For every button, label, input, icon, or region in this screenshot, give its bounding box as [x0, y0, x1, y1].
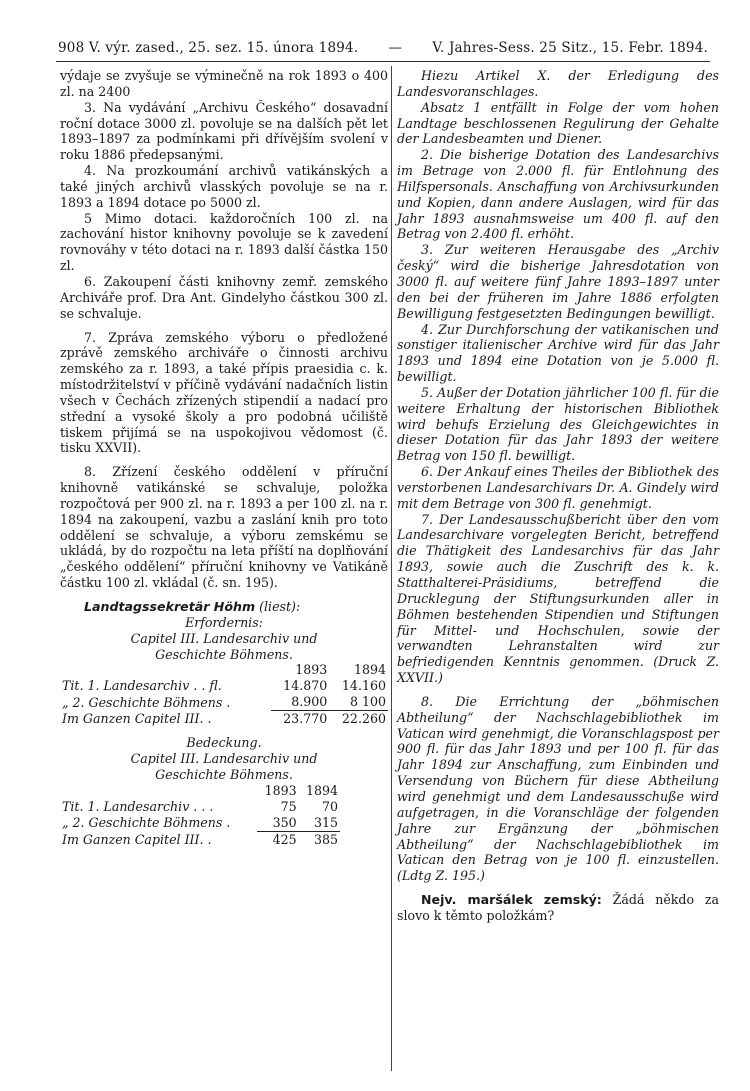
- marshal-question: [397, 892, 719, 924]
- table-total-row: Im Ganzen Capitel III. . 23.770 22.260: [62, 711, 386, 727]
- absatz-5: 5. Außer der Dotation jährlicher 100 fl. für die weitere Erhaltung der historischen Bibliothek wird behufs Erzielung des Gleichgewichtes in dieser Dotation für das Jahr 1893 der weitere Betrag von 150 fl. bewilligt.: [397, 384, 719, 464]
- absatz-1: Absatz 1 entfällt in Folge der vom hohen Landtage beschlossenen Regulirung der Gehalte der Landesbeamten und Diener.: [397, 99, 719, 147]
- reader-line: [60, 599, 388, 615]
- paragraph-5: 5 Mimo dotaci. každoročních 100 zl. na zachování histor knihovny povoluje se k zavedení rovnováhy v této dotaci na r. 1893 další částka 150 zl.: [60, 210, 388, 274]
- coverage-chapter: Capitel III. Landesarchiv und Geschichte Böhmens.: [130, 751, 318, 783]
- marshal-text: Žádá někdo za slovo k těmto položkám?: [397, 892, 719, 923]
- table-row: [60, 662, 388, 678]
- paragraph-3: 3. Na vydávání „Archivu Českého“ dosavadní roční dotace 3000 zl. povoluje se na dalších pět let 1893–1897 za podmínkami při dřívějším svolení v roku 1886 předepsanými.: [60, 99, 388, 163]
- table-row: Tit. 1. Landesarchiv . . . 75 70: [62, 798, 338, 814]
- absatz-2: 2. Die bisherige Dotation des Landesarchivs im Betrage von 2.000 fl. für Entlohnung des Hilfspersonals. Anschaffung von Archivsurkunden und Kopien, dann andere Auslagen, wird für das Jahr 1893 ausnahmsweise um 400 fl. auf den Betrag von 2.400 fl. erhöht.: [397, 147, 719, 242]
- paragraph-8: 8. Zřízení českého oddělení v příruční knihovně vatikánské se schvaluje, položka rozpočtová per 900 zl. na r. 1893 a per 100 zl. na r. 1894 na zakoupení, vazbu a zaslání knih pro toto oddělení se schvaluje, a výboru zemskému se ukládá, by do rozpočtu na leta příští na doplňování „českého oddělení“ příruční knihovny ve Vatikáně částku 100 zl. vkládal (č. sn. 195).: [60, 464, 388, 591]
- paragraph-7: 7. Zpráva zemského výboru o předložené zprávě zemského archiváře o činnosti archivu zemského za r. 1893, a také přípis praesidia c. k. místodržitelství v příčině vydávání nadačních listin všech v Čechách zřízených stipendií a nadací pro střední a vysoké školy a pro podobná učiliště tiskem přijímá se na uspokojivou vědomost (č. tisku XXVII).: [60, 329, 388, 456]
- czech-column: [60, 68, 388, 848]
- marshal-name: Nejv. maršálek zemský:: [421, 892, 602, 908]
- german-column: [397, 68, 719, 924]
- requirement-chapter: Capitel III. Landesarchiv und Geschichte Böhmens.: [130, 630, 318, 662]
- paragraph-4: 4. Na prozkoumání archivů vatikánských a také jiných archivů vlasských povoluje se na r. 1893 a 1894 dotace po 5000 zl.: [60, 163, 388, 210]
- absatz-8: 8. Die Errichtung der „böhmischen Abtheilung“ der Nachschlagebibliothek im Vatican wird genehmigt, die Voranschlagspost per 900 fl. für das Jahr 1893 und per 100 fl. für das Jahr 1894 zur Anschaffung, zum Einbinden und Versendung von Büchern für diese Abtheilung wird genehmigt und dem Landesausschuße wird aufgetragen, in die Voranschläge der folgenden Jahre zur Ergänzung der „böhmischen Abtheilung“ der Nachschlagebibliothek im Vatican den Betrag von je 100 fl. einzustellen. (Ldtg Z. 195.): [397, 693, 719, 884]
- year-1893: 1893: [295, 662, 328, 678]
- coverage-table: [60, 783, 340, 848]
- article-heading: Hiezu Artikel X. der Erledigung des Landesvoranschlages.: [397, 68, 719, 99]
- table-row: 1893 1894: [264, 782, 338, 798]
- absatz-3: 3. Zur weiteren Herausgabe des „Archiv český“ wird die bisherige Jahresdotation von 3000 fl. auf weitere fünf Jahre 1893–1897 unter den bei der früheren im Jahre 1886 erfolgten Bewilligung festgesetzten Bedingungen bewilligt.: [397, 242, 719, 321]
- reader-name: Landtagssekretär Höhm: [84, 599, 256, 614]
- requirement-title: Erfordernis:: [185, 614, 263, 630]
- year-1894: 1894: [353, 662, 386, 678]
- reader-action: (liest):: [259, 599, 301, 614]
- header-czech: 908 V. výr. zased., 25. sez. 15. února 1894.: [58, 40, 359, 56]
- absatz-6: 6. Der Ankauf eines Theiles der Bibliothek des verstorbenen Landesarchivars Dr. A. Gindely wird mit dem Betrage von 300 fl. genehmigt.: [397, 464, 719, 511]
- header-separator: —: [388, 40, 403, 56]
- table-row: „ 2. Geschichte Böhmens . 8.900 8 100: [62, 694, 386, 710]
- page-header: [58, 40, 708, 56]
- column-divider: [391, 66, 392, 1071]
- requirement-table: [60, 662, 388, 727]
- table-total-row: Im Ganzen Capitel III. . 425 385: [62, 831, 338, 847]
- paragraph-2-cont: výdaje se zvyšuje se výminečně na rok 1893 o 400 zl. na 2400: [60, 68, 388, 99]
- absatz-4: 4. Zur Durchforschung der vatikanischen und sonstiger italienischer Archive wird für das Jahr 1893 und 1894 eine Dotation von je 5.000 fl. bewilligt.: [397, 321, 719, 385]
- header-german: V. Jahres-Sess. 25 Sitz., 15. Febr. 1894.: [432, 40, 708, 56]
- header-rule: [56, 61, 710, 62]
- table-row: Tit. 1. Landesarchiv . . fl. 14.870 14.160: [62, 678, 386, 694]
- paragraph-6: 6. Zakoupení části knihovny zemř. zemského Archiváře prof. Dra Ant. Gindelyho částkou 300 zl. se schvaluje.: [60, 273, 388, 321]
- coverage-title: Bedeckung.: [186, 735, 262, 751]
- absatz-7: 7. Der Landesausschußbericht über den vom Landesarchivare vorgelegten Bericht, betreffend die Thätigkeit des Landesarchivs für das Jahr 1893, sowie auch die Zuschrift des k. k. Statthalterei-Präsidiums, betreffend die Drucklegung der Stiftungsurkunden aller in Böhmen bestehenden Stipendien und Stiftungen für Mittel- und Hochschulen, sowie der verwandten Lehranstalten wird zur befriedigenden Kenntnis genommen. (Druck Z. XXVII.): [397, 511, 719, 686]
- table-row: „ 2. Geschichte Böhmens . 350 315: [62, 814, 338, 831]
